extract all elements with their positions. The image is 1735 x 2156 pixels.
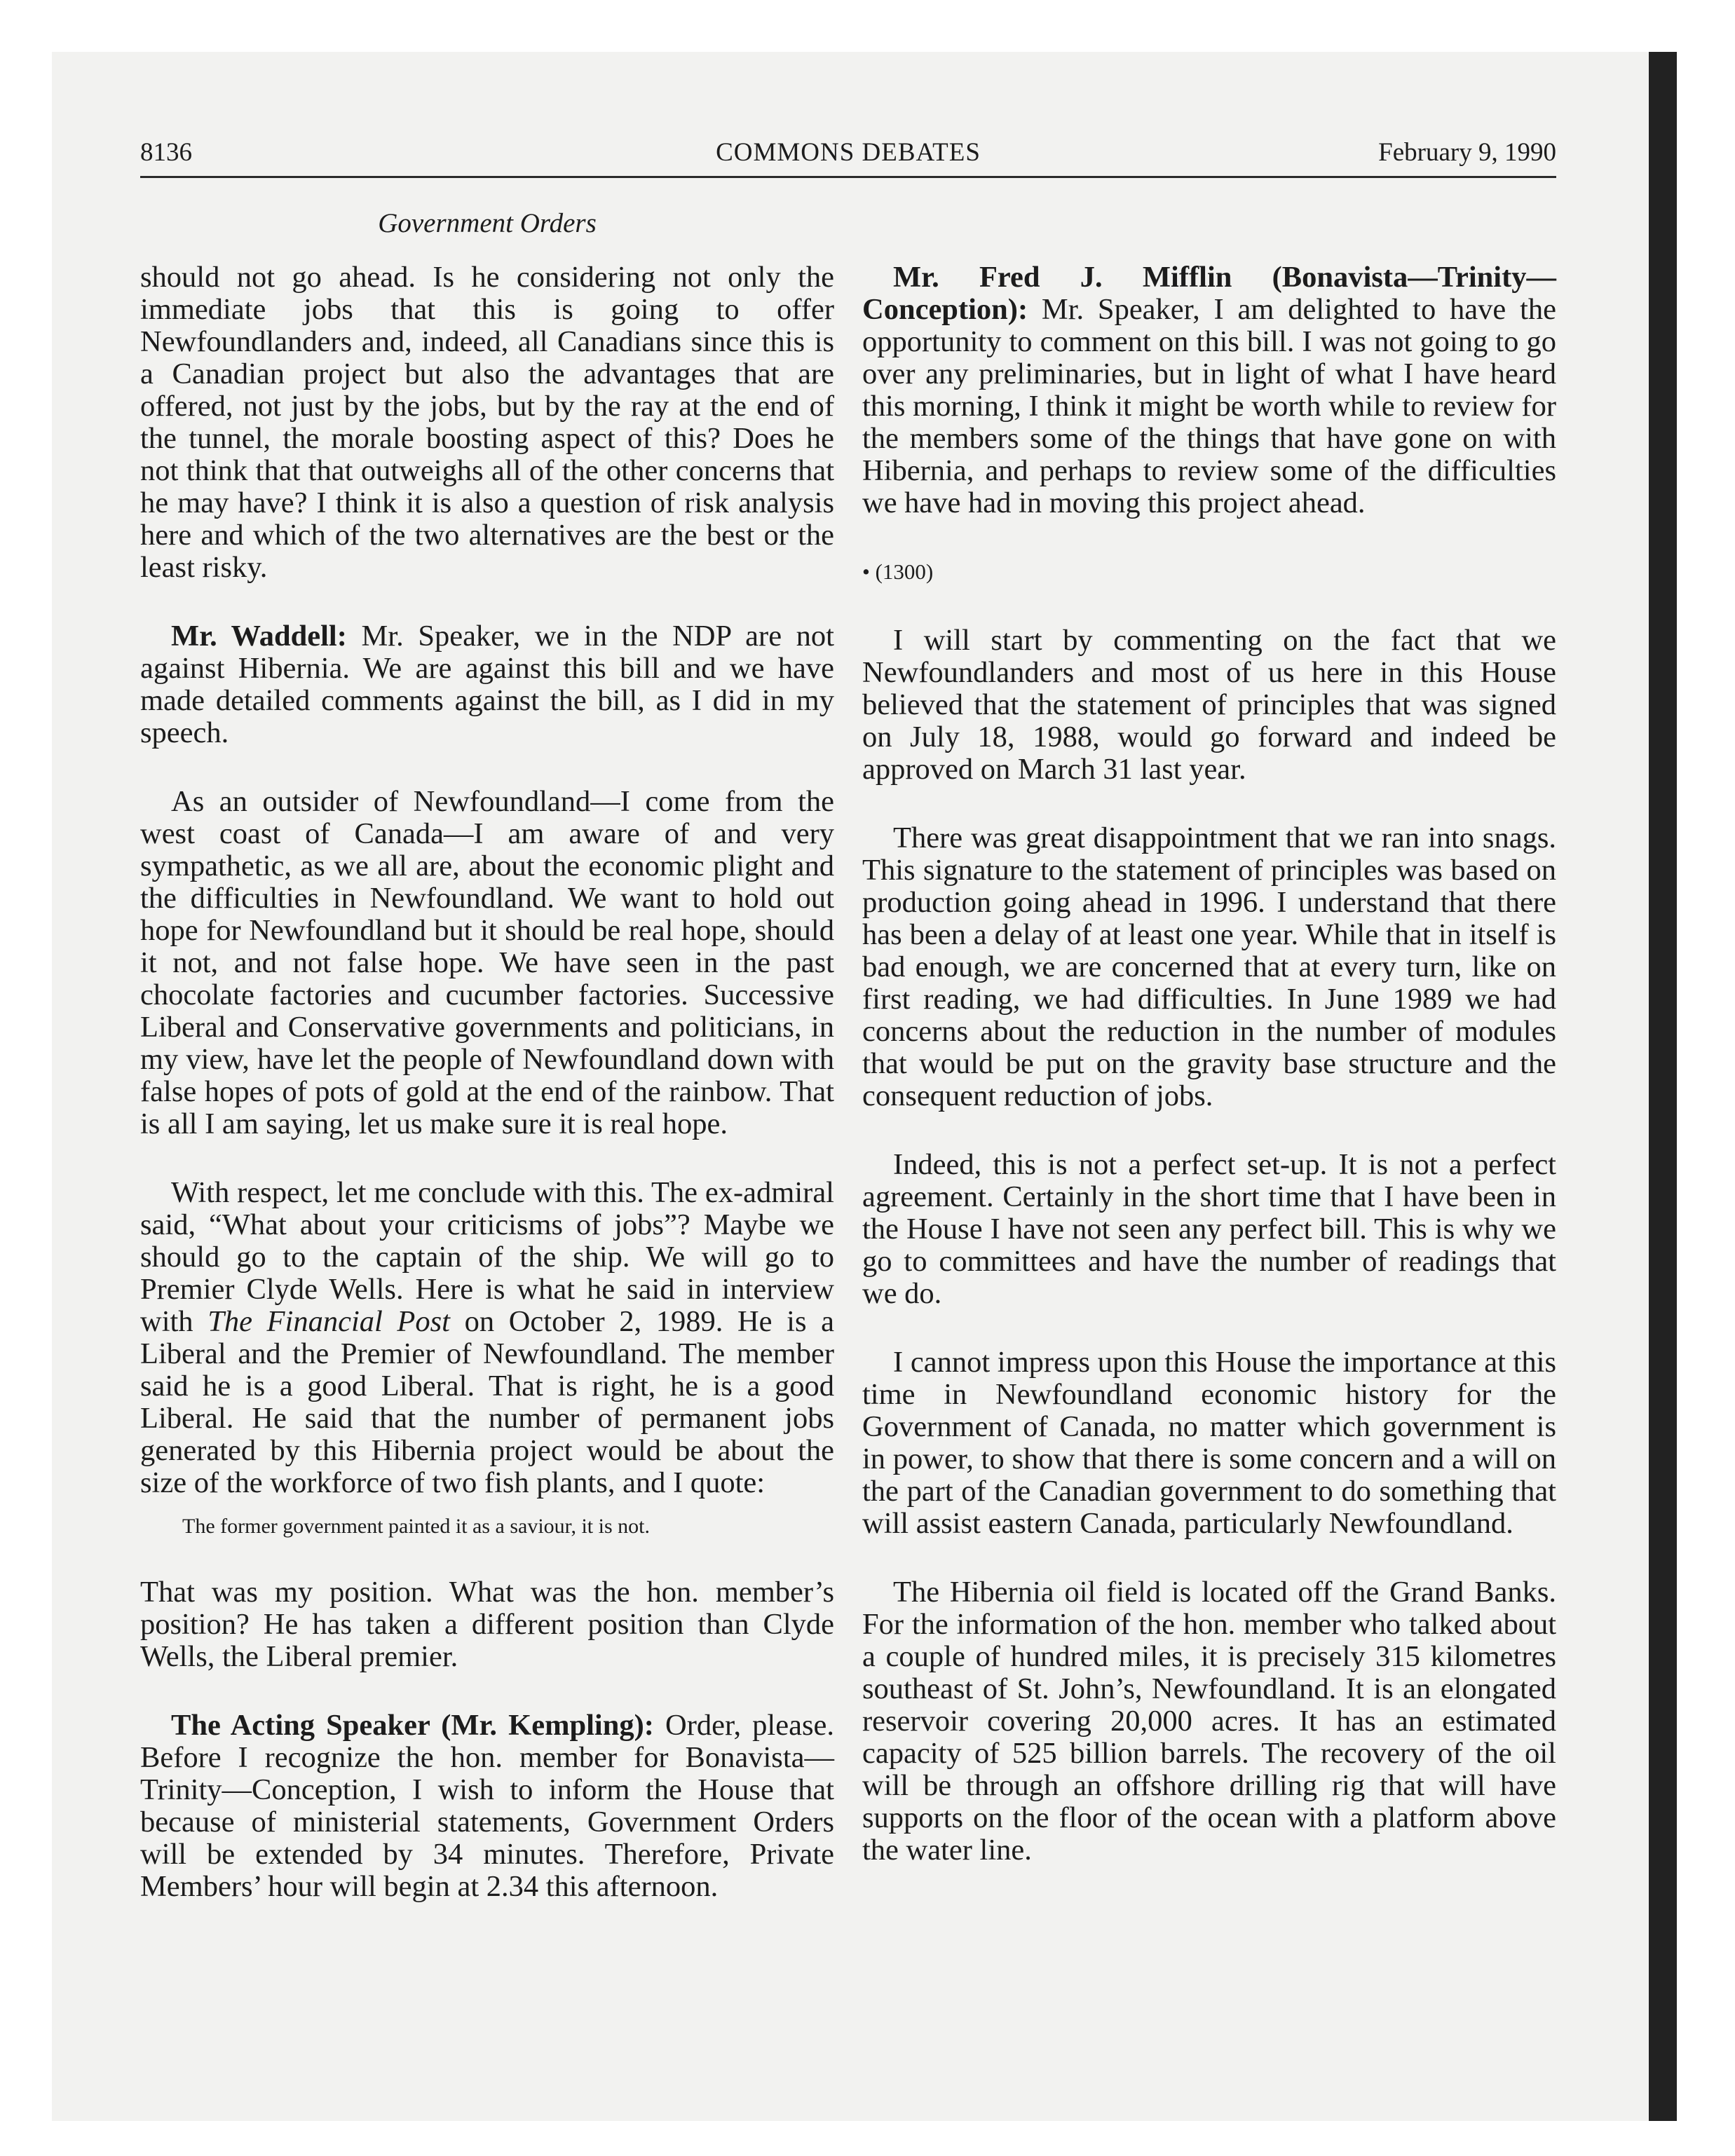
paragraph: should not go ahead. Is he considering not only the immediate jobs that this is going to offer Newfoundlanders and, indeed, all Canadians since this is a Canadian project but also the advantages that are offered, not just by the jobs, but by the ray at the end of the tunnel, the morale boosting aspect of this? Does he not think that that outweighs all of the other concerns that he may have? I think it is also a question of risk analysis here and which of the two alternatives are the best or the least risky. xyxy=(140,261,834,584)
paragraph: As an outsider of Newfoundland—I come from the west coast of Canada—I am aware of and very sympathetic, as we all are, about the economic plight and the difficulties in Newfoundland. We want to hold out hope for Newfoundland but it should be real hope, should it not, and not false hope. We have seen in the past chocolate factories and cucumber factories. Successive Liberal and Conservative governments and politicians, in my view, have let the people of Newfoundland down with false hopes of pots of gold at the end of the rainbow. That is all I am saying, let us make sure it is real hope. xyxy=(140,785,834,1140)
paragraph xyxy=(140,1177,834,1499)
block-quote: The former government painted it as a saviour, it is not. xyxy=(182,1515,650,1538)
speech-text: Mr. Speaker, we in the NDP are not against Hibernia. We are against this bill and we have made detailed comments against the bill, as I did in my speech. xyxy=(140,620,834,749)
page-number: 8136 xyxy=(140,138,192,167)
paragraph-text: With respect, let me conclude with this. The ex-admiral said, “What about your criticisms of jobs”? Maybe we should go to the captain of the ship. We will go to Premier Clyde Wells. Here is what he said in interview with xyxy=(140,1176,834,1338)
page-header xyxy=(140,137,1556,174)
time-marker: • (1300) xyxy=(862,559,934,584)
paragraph-text: on October 2, 1989. He is a Liberal and the Premier of Newfoundland. The member said he is a good Liberal. That is right, he is a good Liberal. He said that the number of permanent jobs generated by this Hibernia project would be about the size of the workforce of two fish plants, and I quote: xyxy=(140,1305,834,1499)
speaker-name: Mr. Fred J. Mifflin (Bonavista—Trinity—Conception): xyxy=(862,261,1556,326)
speech-text: Mr. Speaker, I am delighted to have the opportunity to comment on this bill. I was not going to go over any preliminaries, but in light of what I have heard this morning, I think it might be worth while to review for the members some of the things that have gone on with Hibernia, and perhaps to review some of the difficulties we have had in moving this project ahead. xyxy=(862,293,1556,519)
speech-paragraph xyxy=(862,261,1556,519)
paragraph: That was my position. What was the hon. member’s position? He has taken a different position than Clyde Wells, the Liberal premier. xyxy=(140,1576,834,1673)
speech-paragraph xyxy=(140,1710,834,1903)
header-rule xyxy=(140,176,1556,178)
speech-paragraph xyxy=(140,620,834,749)
paragraph: Indeed, this is not a perfect set-up. It is not a perfect agreement. Certainly in the short time that I have been in the House I have not seen any perfect bill. This is why we go to committees and have the number of readings that we do. xyxy=(862,1148,1556,1310)
paragraph: The Hibernia oil field is located off the Grand Banks. For the information of the hon. member who talked about a couple of hundred miles, it is precisely 315 kilometres southeast of St. John’s, Newfoundland. It is an elongated reservoir covering 20,000 acres. It has an estimated capacity of 525 billion barrels. The recovery of the oil will be through an offshore drilling rig that will have supports on the floor of the ocean with a platform above the water line. xyxy=(862,1576,1556,1867)
journal-title: COMMONS DEBATES xyxy=(716,138,981,167)
publication-date: February 9, 1990 xyxy=(1378,138,1556,167)
scan-edge-shadow xyxy=(1649,52,1677,2121)
section-title: Government Orders xyxy=(378,208,597,238)
speaker-name: Mr. Waddell: xyxy=(171,620,347,653)
right-column xyxy=(862,261,1556,1903)
paragraph: There was great disappointment that we ran into snags. This signature to the statement of principles was based on production going ahead in 1996. I understand that there has been a delay of at least one year. While that in itself is bad enough, we are concerned that at every turn, like on first reading, we had difficulties. In June 1989 we had concerns about the reduction in the number of modules that would be put on the gravity base structure and the consequent reduction of jobs. xyxy=(862,821,1556,1112)
left-column xyxy=(140,261,834,1939)
paragraph: I cannot impress upon this House the importance at this time in Newfoundland economic history for the Government of Canada, no matter which government is in power, to show that there is some concern and a will on the part of the Canadian government to do something that will assist eastern Canada, particularly Newfoundland. xyxy=(862,1346,1556,1540)
publication-name: The Financial Post xyxy=(207,1305,450,1338)
speaker-name: The Acting Speaker (Mr. Kempling): xyxy=(171,1709,654,1742)
paragraph: I will start by commenting on the fact that we Newfoundlanders and most of us here in this House believed that the statement of principles that was signed on July 18, 1988, would go forward and indeed be approved on March 31 last year. xyxy=(862,624,1556,786)
speech-text: Order, please. Before I recognize the hon. member for Bonavista—Trinity—Conception, I wish to inform the House that because of ministerial statements, Government Orders will be extended by 34 minutes. Therefore, Private Members’ hour will begin at 2.34 this afternoon. xyxy=(140,1709,834,1903)
